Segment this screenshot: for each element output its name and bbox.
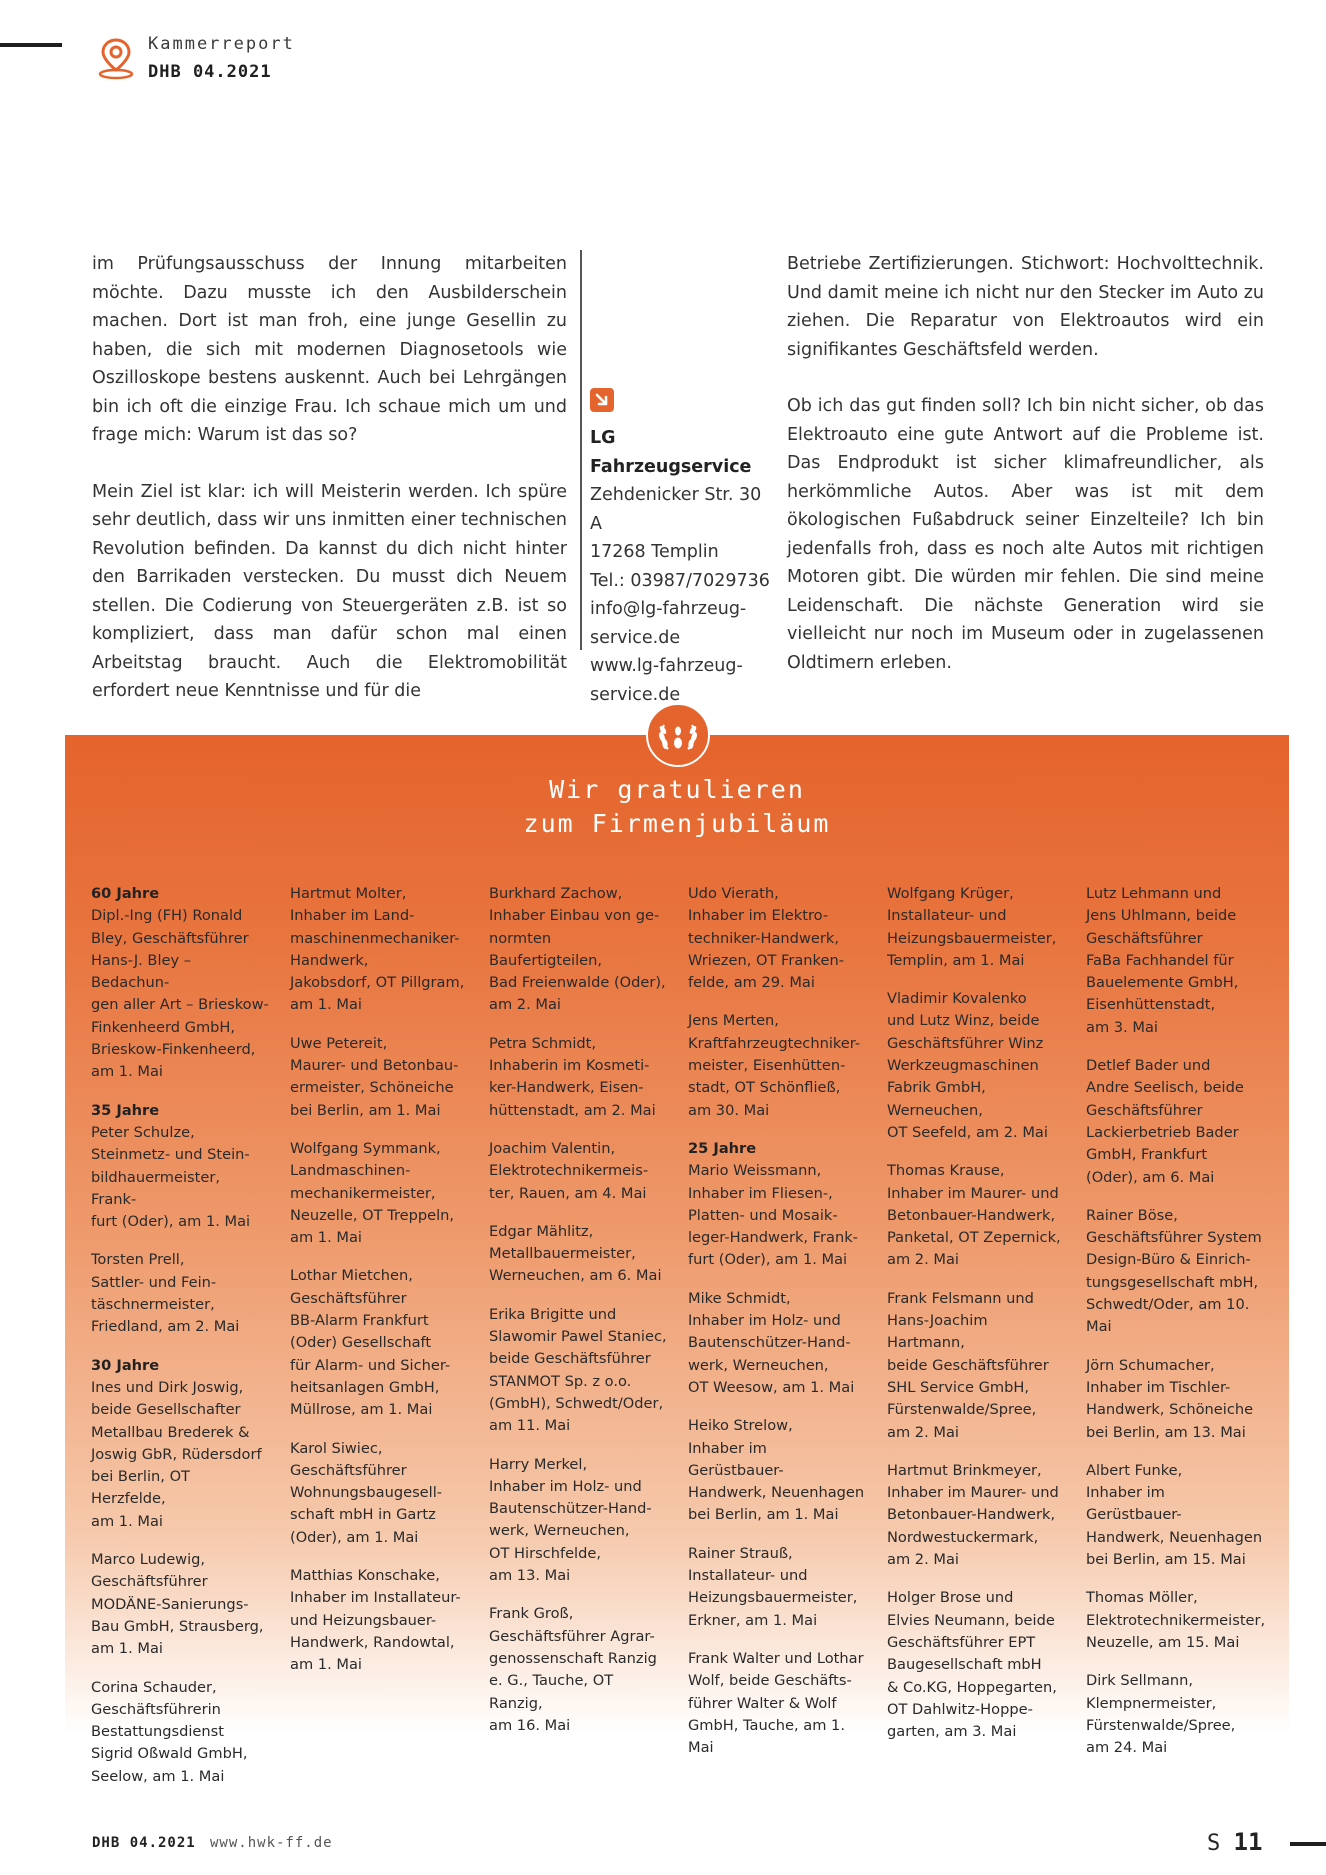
list-item: Joachim Valentin, Elektrotechnikermeis- ter, Rauen, am 4. Mai	[489, 1139, 649, 1202]
sidebar-divider	[580, 250, 582, 650]
list-item: Heiko Strelow, Inhaber im Gerüstbauer- Handwerk, Neuenhagen bei Berlin, am 1. Mai	[688, 1417, 865, 1524]
list-item: Wolfgang Krüger, Installateur- und Heizungsbauermeister, Templin, am 1. Mai	[887, 885, 1057, 969]
list-item: Frank Walter und Lothar Wolf, beide Geschäfts- führer Walter & Wolf GmbH, Tauche, am 1. Mai	[688, 1649, 864, 1757]
panel-title-line1: Wir gratulieren	[549, 775, 805, 804]
list-item: Matthias Konschake, Inhaber im Installateur- und Heizungsbauer- Handwerk, Randowtal, am 1. Mai	[290, 1567, 461, 1674]
contact-web-line2[interactable]: service.de	[590, 684, 681, 705]
list-item: Hartmut Brinkmeyer, Inhaber im Maurer- und Betonbauer-Handwerk, Nordwestuckermark, am 2. Mai	[887, 1461, 1059, 1569]
list-item: Rainer Strauß, Installateur- und Heizungsbauermeister, Erkner, am 1. Mai	[688, 1544, 858, 1629]
list-item: Thomas Möller, Elektrotechnikermeister, Neuzelle, am 15. Mai	[1086, 1589, 1266, 1651]
paragraph: Ob ich das gut finden soll? Ich bin nicht sicher, ob das Elektroauto eine gute Antwort auf die Probleme ist. Das Endprodukt ist sicher klimafreundlicher, als herkömmliche Autos. Aber was ist mit dem ökologischen Fußabdruck seiner Einzelteile? Ich bin jedenfalls froh, dass es noch alte Autos mit richtigen Motoren gibt. Die würden mir fehlen. Die sind meine Leidenschaft. Die nächste Generation wird sie vielleicht nur noch im Museum oder in zugelassenen Oldtimern erleben.	[787, 396, 1264, 673]
footer-rule	[1290, 1842, 1326, 1846]
list-item: Holger Brose und Elvies Neumann, beide Geschäftsführer EPT Baugesellschaft mbH & Co.KG, Hoppegarten, OT Dahlwitz-Hoppe- garten, am 3. Mai	[887, 1589, 1057, 1741]
list-item: Ines und Dirk Joswig, beide Gesellschafter Metallbau Brederek & Joswig GbR, Rüdersdorf bei Berlin, OT Herzfelde, am 1. Mai	[91, 1378, 262, 1530]
list-item: Detlef Bader und Andre Seelisch, beide Geschäftsführer Lackierbetrieb Bader GmbH, Frankfurt (Oder), am 6. Mai	[1086, 1057, 1244, 1186]
list-item: Dipl.-Ing (FH) Ronald Bley, Geschäftsführer Hans-J. Bley – Bedachun- gen aller Art – Brieskow- Finkenheerd GmbH, Brieskow-Finkenheerd, am 1. Mai	[91, 907, 269, 1081]
list-item: Peter Schulze, Steinmetz- und Stein- bildhauermeister, Frank- furt (Oder), am 1. Mai	[91, 1123, 251, 1231]
list-item: Wolfgang Symmank, Landmaschinen- mechanikermeister, Neuzelle, OT Treppeln, am 1. Mai	[290, 1139, 455, 1247]
contact-street: Zehdenicker Str. 30 A	[590, 485, 762, 534]
issue-label: DHB 04.2021	[148, 62, 272, 82]
list-item: Lothar Mietchen, Geschäftsführer BB-Alarm Frankfurt (Oder) Gesellschaft für Alarm- und Sicher- heitsanlagen GmbH, Müllrose, am 1. Mai	[290, 1267, 451, 1419]
list-item: Udo Vierath, Inhaber im Elektro- techniker-Handwerk, Wriezen, OT Franken- felde, am 29. Mai	[688, 885, 844, 992]
anniversary-heading: 35 Jahre	[91, 1101, 160, 1119]
list-item: Corina Schauder, Geschäftsführerin Bestattungsdienst Sigrid Oßwald GmbH, Seelow, am 1. Mai	[91, 1678, 248, 1785]
paragraph: Mein Ziel ist klar: ich will Meisterin werden. Ich spüre sehr deutlich, dass wir uns inmitten einer technischen Revolution befinden. Da kannst du dich nicht hinter den Barrikaden verstecken. Du musst dich Neuem stellen. Die Codierung von Steuergeräten z.B. ist so kompliziert, dass man dafür schon mal einen Arbeitstag braucht. Auch die Elektromobilität erfordert neue Kenntnisse und für die	[92, 481, 567, 701]
list-item: Uwe Petereit, Maurer- und Betonbau- ermeister, Schöneiche bei Berlin, am 1. Mai	[290, 1034, 459, 1119]
laurel-wreath-icon	[646, 703, 710, 767]
jubilee-column-4	[688, 883, 866, 1775]
anniversary-heading: 60 Jahre	[91, 885, 160, 902]
list-item: Frank Felsmann und Hans-Joachim Hartmann, beide Geschäftsführer SHL Service GmbH, Fürstenwalde/Spree, am 2. Mai	[887, 1289, 1049, 1441]
page-number-value: 11	[1233, 1828, 1263, 1856]
contact-company: LG Fahrzeugservice	[590, 428, 752, 477]
paragraph: im Prüfungsausschuss der Innung mitarbeiten möchte. Dazu musste ich den Ausbilderschein machen. Dort ist man froh, eine junge Gesellin zu haben, die sich mit modernen Diagnosetools wie Oszilloskope bestens auskennt. Auch bei Lehrgängen bin ich oft die einzige Frau. Ich schaue mich um und frage mich: Warum ist das so?	[92, 254, 567, 445]
header-rule	[0, 43, 62, 47]
contact-phone: Tel.: 03987/7029736	[590, 570, 770, 591]
list-item: Hartmut Molter, Inhaber im Land- maschinenmechaniker- Handwerk, Jakobsdorf, OT Pillgram, am 1. Mai	[290, 885, 465, 1014]
contact-email-line2[interactable]: service.de	[590, 627, 681, 648]
list-item: Petra Schmidt, Inhaberin im Kosmeti- ker-Handwerk, Eisen- hüttenstadt, am 2. Mai	[489, 1034, 656, 1119]
list-item: Dirk Sellmann, Klempnermeister, Fürstenwalde/Spree, am 24. Mai	[1086, 1672, 1236, 1757]
list-item: Burkhard Zachow, Inhaber Einbau von ge- normten Baufertigteilen, Bad Freienwalde (Oder), am 2. Mai	[489, 885, 666, 1014]
list-item: Lutz Lehmann und Jens Uhlmann, beide Geschäftsführer FaBa Fachhandel für Bauelemente GmbH, Eisenhüttenstadt, am 3. Mai	[1086, 885, 1239, 1036]
list-item: Albert Funke, Inhaber im Gerüstbauer- Handwerk, Neuenhagen bei Berlin, am 15. Mai	[1086, 1461, 1263, 1569]
footer-issue: DHB 04.2021	[92, 1835, 196, 1851]
list-item: Mike Schmidt, Inhaber im Holz- und Bautenschützer-Hand- werk, Werneuchen, OT Weesow, am 1. Mai	[688, 1289, 855, 1396]
list-item: Jens Merten, Kraftfahrzeugtechniker- meister, Eisenhütten- stadt, OT Schönfließ, am 30. Mai	[688, 1012, 861, 1119]
section-kicker: Kammerreport	[148, 34, 295, 54]
list-item: Edgar Mählitz, Metallbauermeister, Werneuchen, am 6. Mai	[489, 1222, 662, 1285]
list-item: Thomas Krause, Inhaber im Maurer- und Betonbauer-Handwerk, Panketal, OT Zepernick, am 2. Mai	[887, 1162, 1061, 1269]
list-item: Jörn Schumacher, Inhaber im Tischler- Handwerk, Schöneiche bei Berlin, am 13. Mai	[1086, 1356, 1254, 1441]
jubilee-column-1	[91, 883, 269, 1804]
page-prefix: S	[1207, 1831, 1221, 1856]
jubilee-column-5	[887, 883, 1065, 1759]
list-item: Erika Brigitte und Slawomir Pawel Staniec, beide Geschäftsführer STANMOT Sp. z o.o. (GmbH), Schwedt/Oder, am 11. Mai	[489, 1305, 667, 1435]
list-item: Frank Groß, Geschäftsführer Agrar- genossenschaft Ranzig e. G., Tauche, OT Ranzig, am 16. Mai	[489, 1605, 657, 1734]
article-column-right	[787, 250, 1264, 705]
contact-city: 17268 Templin	[590, 542, 719, 562]
paragraph: Betriebe Zertifizierungen. Stichwort: Hochvolttechnik. Und damit meine ich nicht nur den Stecker im Auto zu ziehen. Die Reparatur von Elektroautos wird ein signifikantes Geschäftsfeld werden.	[787, 254, 1264, 360]
jubilee-column-3	[489, 883, 667, 1753]
list-item: Harry Merkel, Inhaber im Holz- und Bautenschützer-Hand- werk, Werneuchen, OT Hirschfelde, am 13. Mai	[489, 1455, 652, 1585]
list-item: Karol Siwiec, Geschäftsführer Wohnungsbaugesell- schaft mbH in Gartz (Oder), am 1. Mai	[290, 1439, 443, 1546]
contact-box	[590, 388, 770, 709]
list-item: Marco Ludewig, Geschäftsführer MODÄNE-Sanierungs- Bau GmbH, Strausberg, am 1. Mai	[91, 1551, 264, 1658]
anniversary-heading: 30 Jahre	[91, 1356, 160, 1374]
list-item: Rainer Böse, Geschäftsführer System Design-Büro & Einrich- tungsgesellschaft mbH, Schwedt/Oder, am 10. Mai	[1086, 1206, 1262, 1336]
jubilee-panel	[65, 735, 1289, 1785]
footer-url[interactable]: www.hwk-ff.de	[210, 1835, 333, 1851]
panel-title-line2: zum Firmenjubiläum	[523, 809, 831, 838]
jubilee-column-2	[290, 883, 468, 1693]
contact-web-line1[interactable]: www.lg-fahrzeug-	[590, 656, 743, 676]
arrow-down-right-icon	[590, 388, 614, 412]
anniversary-heading: 25 Jahre	[688, 1139, 757, 1157]
jubilee-column-6	[1086, 883, 1264, 1775]
list-item: Torsten Prell, Sattler- und Fein- täschnermeister, Friedland, am 2. Mai	[91, 1251, 240, 1336]
list-item: Mario Weissmann, Inhaber im Fliesen-, Platten- und Mosaik- leger-Handwerk, Frank- furt (Oder), am 1. Mai	[688, 1162, 858, 1269]
page-number	[1207, 1828, 1262, 1856]
article-column-left	[92, 250, 567, 734]
list-item: Vladimir Kovalenko und Lutz Winz, beide Geschäftsführer Winz Werkzeugmaschinen Fabrik GmbH, Werneuchen, OT Seefeld, am 2. Mai	[887, 990, 1048, 1141]
contact-email-line1[interactable]: info@lg-fahrzeug-	[590, 599, 747, 619]
map-pin-icon	[96, 36, 136, 80]
